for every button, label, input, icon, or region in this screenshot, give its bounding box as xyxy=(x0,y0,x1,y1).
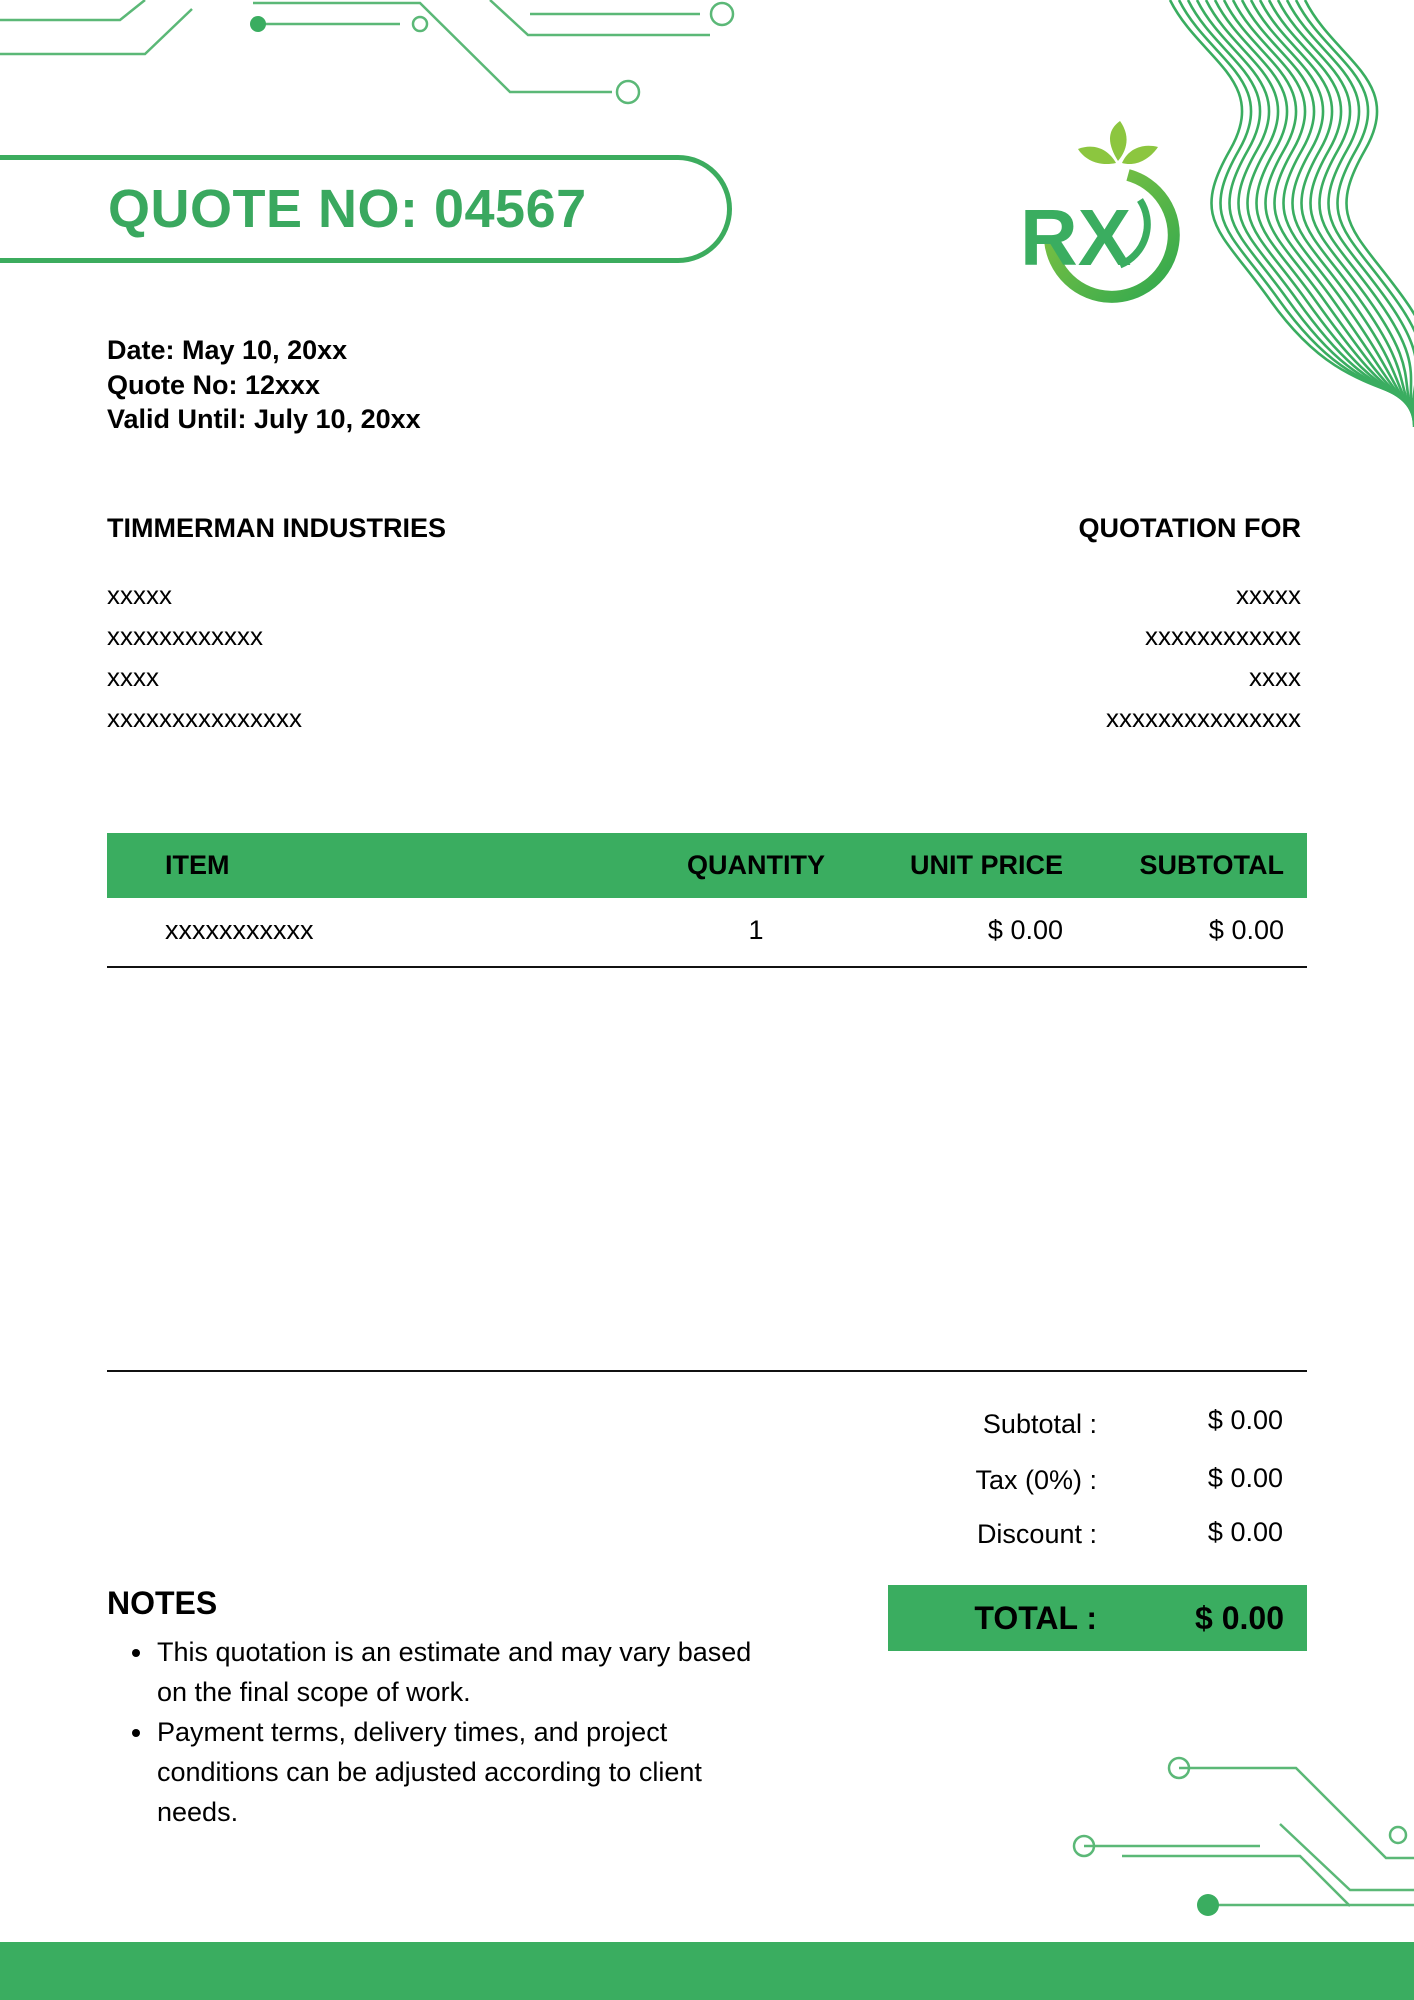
table-bottom-rule xyxy=(107,1370,1307,1372)
column-header-unit-price: UNIT PRICE xyxy=(909,850,1063,880)
item-cell: xxxxxxxxxxx xyxy=(165,915,314,945)
note-item: • Payment terms, delivery times, and project conditions can be adjusted according to client needs. xyxy=(155,1712,755,1832)
valid-until: Valid Until: July 10, 20xx xyxy=(107,404,421,434)
note-item: • This quotation is an estimate and may vary based on the final scope of work. xyxy=(155,1632,755,1712)
footer-bar xyxy=(0,1942,1414,2000)
quote-number: Quote No: 12xxx xyxy=(107,370,321,400)
quantity-cell: 1 xyxy=(748,915,764,945)
address-line: xxxx xyxy=(1249,662,1301,692)
logo-text: RX xyxy=(1020,193,1132,282)
notes-heading: NOTES xyxy=(107,1585,218,1621)
quotation-for-heading: QUOTATION FOR xyxy=(1078,513,1301,543)
column-header-subtotal: SUBTOTAL xyxy=(1139,850,1284,880)
quote-date: Date: May 10, 20xx xyxy=(107,335,348,365)
subtotal-label: Subtotal : xyxy=(982,1409,1097,1439)
column-header-item: ITEM xyxy=(165,850,230,880)
address-line: xxxxxxxxxxxxxxx xyxy=(107,703,302,733)
unit-price-cell: $ 0.00 xyxy=(987,915,1063,945)
address-line: xxxxx xyxy=(107,580,172,610)
total-label: TOTAL : xyxy=(974,1600,1097,1636)
tax-label: Tax (0%) : xyxy=(975,1465,1097,1495)
column-header-quantity: QUANTITY xyxy=(687,850,825,880)
leaf-icon xyxy=(1110,121,1127,161)
total-bar xyxy=(888,1585,1307,1651)
leaf-icon xyxy=(1122,146,1158,164)
table-header xyxy=(107,833,1307,898)
notes-list xyxy=(107,1632,755,1832)
company-address xyxy=(107,575,302,739)
discount-value: $ 0.00 xyxy=(1207,1517,1283,1547)
discount-label: Discount : xyxy=(976,1519,1097,1549)
subtotal-value: $ 0.00 xyxy=(1207,1405,1283,1435)
circuit-decoration-bottom-right xyxy=(1060,1740,1414,1920)
total-value: $ 0.00 xyxy=(1195,1600,1284,1636)
leaf-icon xyxy=(1078,147,1116,164)
address-line: xxxxxxxxxxxx xyxy=(107,621,263,651)
circuit-decoration-top-left xyxy=(0,0,760,110)
address-line: xxxxxxxxxxxxxxx xyxy=(1106,703,1301,733)
quote-title: QUOTE NO: 04567 xyxy=(108,179,587,239)
subtotal-cell: $ 0.00 xyxy=(1208,915,1284,945)
address-line: xxxx xyxy=(107,662,159,692)
company-name: TIMMERMAN INDUSTRIES xyxy=(107,513,446,543)
client-address xyxy=(1106,575,1301,739)
table-row xyxy=(107,898,1307,968)
address-line: xxxxxxxxxxxx xyxy=(1145,621,1301,651)
address-line: xxxxx xyxy=(1236,580,1301,610)
tax-value: $ 0.00 xyxy=(1207,1463,1283,1493)
rx-logo xyxy=(1010,115,1225,305)
table-row-divider xyxy=(107,966,1307,968)
